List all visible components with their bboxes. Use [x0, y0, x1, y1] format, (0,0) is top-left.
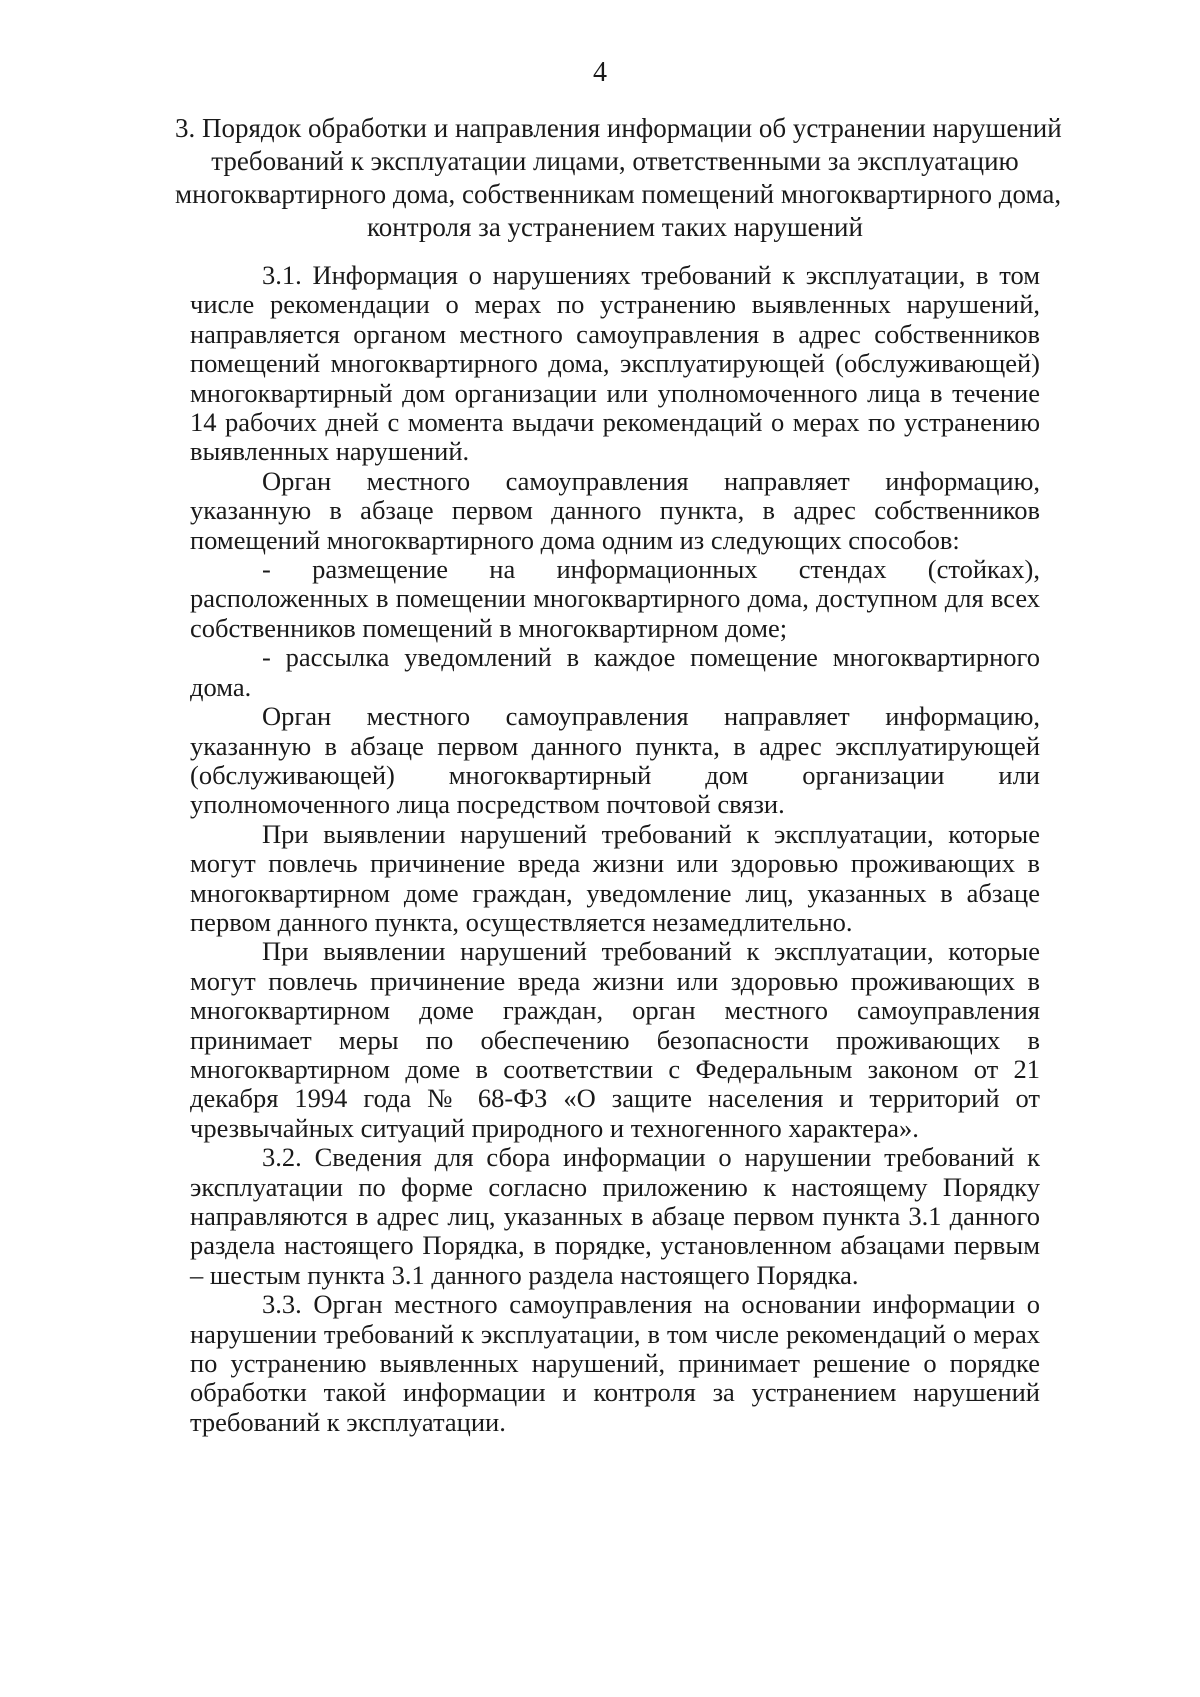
list-item-stands: - размещение на информационных стендах (стойках), расположенных в помещении многоквартирного дома, доступном для всех собственников помещений в многоквартирном доме; — [190, 554, 1040, 643]
section-heading-line: контроля за устранением таких нарушений — [367, 212, 863, 242]
paragraph-safety-measures: При выявлении нарушений требований к эксплуатации, которые могут повлечь причинение вреда жизни или здоровью проживающих в многоквартирном доме граждан, орган местного самоуправления принимает меры по обеспечению безопасности проживающих в многоквартирном доме в соответствии с Федеральным законом от 21 декабря 1994 года № 68-ФЗ «О защите населения и территорий от чрезвычайных ситуаций природного и техногенного характера». — [190, 936, 1040, 1143]
paragraph-urgent-notification: При выявлении нарушений требований к эксплуатации, которые могут повлечь причинение вреда жизни или здоровью проживающих в многоквартирном доме граждан, уведомление лиц, указанных в абзаце первом данного пункта, осуществляется незамедлительно. — [190, 818, 1040, 937]
page-number: 4 — [593, 57, 607, 88]
section-heading — [175, 112, 1062, 244]
section-heading-line: 3. Порядок обработки и направления информации об устранении нарушений — [175, 113, 1062, 143]
paragraph-notification-methods: Орган местного самоуправления направляет информацию, указанную в абзаце первом данного пункта, в адрес собственников помещений многоквартирного дома одним из следующих способов: — [190, 465, 1040, 555]
list-item-mailing: - рассылка уведомлений в каждое помещение многоквартирного дома. — [190, 642, 1040, 702]
paragraph-3-3: 3.3. Орган местного самоуправления на основании информации о нарушении требований к эксплуатации, в том числе рекомендаций о мерах по устранению выявленных нарушений, принимает решение о порядке обработки такой информации и контроля за устранением нарушений требований к эксплуатации. — [190, 1289, 1040, 1437]
paragraph-3-1: 3.1. Информация о нарушениях требований к эксплуатации, в том числе рекомендации о мерах по устранению выявленных нарушений, направляется органом местного самоуправления в адрес собственников помещений многоквартирного дома, эксплуатирующей (обслуживающей) многоквартирный дом организации или уполномоченного лица в течение 14 рабочих дней с момента выдачи рекомендаций о мерах по устранению выявленных нарушений. — [190, 260, 1040, 467]
section-heading-line: требований к эксплуатации лицами, ответственными за эксплуатацию — [211, 146, 1019, 176]
section-body — [190, 261, 1040, 1437]
section-heading-line: многоквартирного дома, собственникам помещений многоквартирного дома, — [175, 179, 1062, 209]
paragraph-postal-notification: Орган местного самоуправления направляет информацию, указанную в абзаце первом данного пункта, в адрес эксплуатирующей (обслуживающей) многоквартирный дом организации или уполномоченного лица посредством почтовой связи. — [190, 701, 1040, 820]
paragraph-3-2: 3.2. Сведения для сбора информации о нарушении требований к эксплуатации по форме согласно приложению к настоящему Порядку направляются в адрес лиц, указанных в абзаце первом пункта 3.1 данного раздела настоящего Порядка, в порядке, установленном абзацами первым – шестым пункта 3.1 данного раздела настоящего Порядка. — [190, 1142, 1040, 1290]
